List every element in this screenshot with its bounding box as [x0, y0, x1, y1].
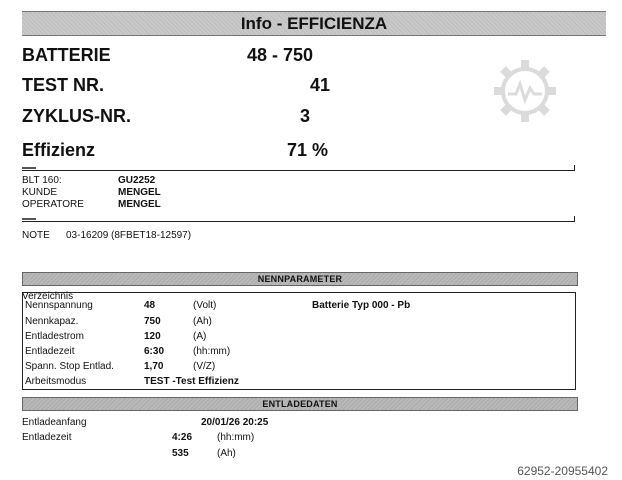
section-title-nennparameter: NENNPARAMETER — [257, 274, 343, 284]
param-value: TEST -Test Effizienz — [144, 376, 239, 387]
param-label: Entladestrom — [25, 331, 84, 342]
detail-value-operatore: MENGEL — [118, 199, 161, 210]
discharge-time-value: 4:26 — [172, 432, 193, 443]
param-unit: (A) — [193, 331, 207, 342]
section-title-entladedaten: ENTLADEDATEN — [262, 399, 338, 409]
param-unit: (hh:mm) — [193, 346, 231, 357]
discharge-capacity-value: 535 — [172, 448, 189, 459]
discharge-start-label: Entladeanfang — [22, 417, 87, 428]
param-label: Spann. Stop Entlad. — [25, 361, 114, 372]
discharge-capacity-unit: (Ah) — [217, 448, 236, 459]
param-unit: (V/Z) — [193, 361, 216, 372]
detail-value-blt: GU2252 — [118, 175, 156, 186]
param-label: Nennkapaz. — [25, 316, 79, 327]
param-value: 6:30 — [144, 346, 165, 357]
discharge-time-label: Entladezeit — [22, 432, 72, 443]
param-label: Arbeitsmodus — [25, 376, 87, 387]
note-label: NOTE — [22, 230, 50, 241]
detail-value-kunde: MENGEL — [118, 187, 161, 198]
summary-value-test-nr: 41 — [309, 75, 330, 95]
summary-value-zyklus-nr: 3 — [299, 106, 310, 126]
param-value: 48 — [144, 300, 156, 311]
summary-value-effizienz: 71 % — [286, 140, 328, 160]
param-unit: (Volt) — [193, 300, 217, 311]
battery-type — [312, 300, 410, 311]
gear-pulse-logo-icon — [490, 56, 560, 126]
param-value: 1,70 — [144, 361, 164, 372]
summary-label-test-nr: TEST NR. — [22, 75, 105, 95]
document-id: 62952-20955402 — [517, 464, 608, 478]
discharge-time-unit: (hh:mm) — [217, 432, 255, 443]
param-label: Nennspannung — [25, 300, 93, 311]
section-bar-nennparameter — [22, 272, 578, 286]
discharge-start-value: 20/01/26 20:25 — [201, 417, 269, 428]
summary-value-batterie: 48 - 750 — [246, 45, 313, 65]
param-unit: (Ah) — [193, 316, 212, 327]
summary-label-zyklus-nr: ZYKLUS-NR. — [22, 106, 131, 126]
separator-line — [22, 164, 574, 171]
page-title: Info - EFFICIENZA — [240, 14, 388, 33]
param-value: 120 — [144, 331, 161, 342]
detail-label-operatore: OPERATORE — [22, 199, 84, 210]
param-label: Entladezeit — [25, 346, 75, 357]
battery-type-text: Batterie Typ 000 - Pb — [312, 300, 411, 311]
note-value: 03-16209 (8FBET18-12597) — [66, 230, 192, 241]
section-bar-entladedaten — [22, 397, 578, 411]
detail-label-kunde: KUNDE — [22, 187, 58, 198]
group-label-verzeichnis: Verzeichnis — [22, 291, 74, 302]
header-bar — [22, 11, 606, 36]
summary-label-effizienz: Effizienz — [22, 140, 96, 160]
separator-line — [22, 215, 574, 222]
detail-label-blt: BLT 160: — [22, 175, 62, 186]
summary-label-batterie: BATTERIE — [22, 45, 111, 65]
nennparameter-box — [22, 292, 576, 390]
param-value: 750 — [144, 316, 161, 327]
